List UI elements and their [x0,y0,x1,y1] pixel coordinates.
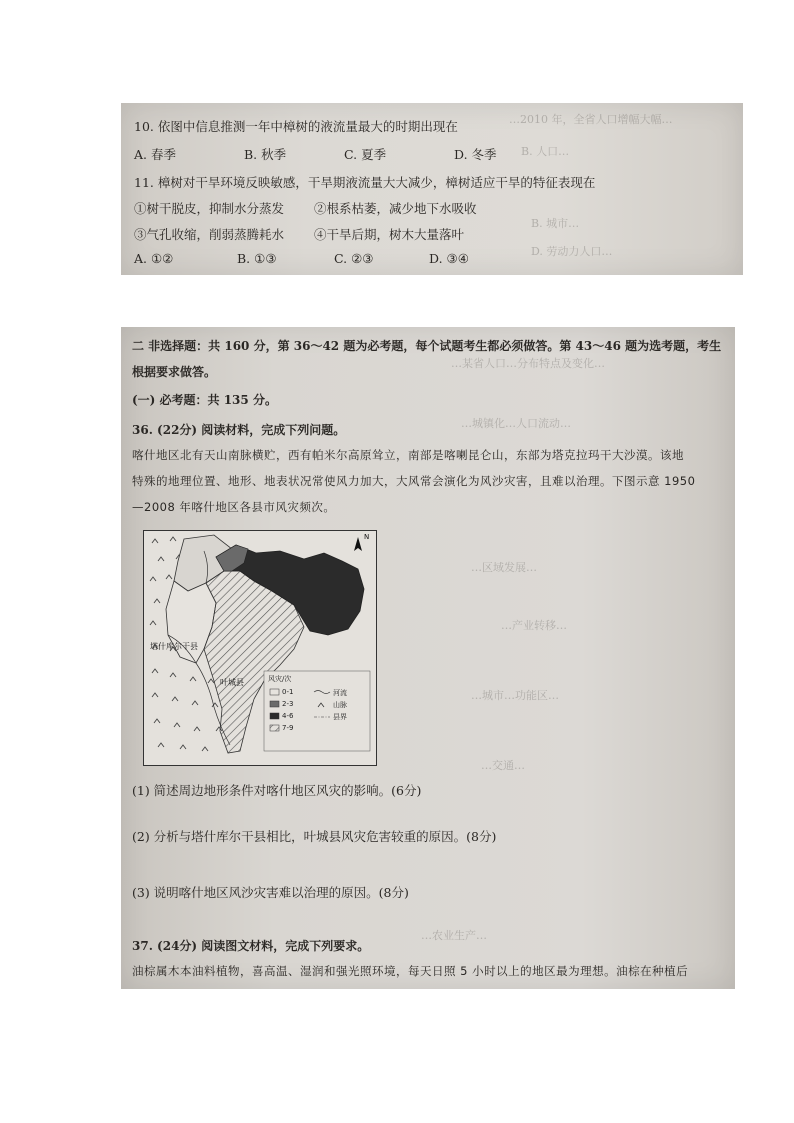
legend-class-0-1: 0-1 [282,688,294,696]
bleed-through-text: …2010 年，全省人口增幅大幅… [509,113,673,126]
q36-title: 36. (22分) 阅读材料，完成下列问题。 [132,423,346,437]
q36-sub1: (1) 简述周边地形条件对喀什地区风灾的影响。(6分) [132,783,422,798]
bleed-through-text: …农业生产… [421,929,487,942]
q10-stem: 10. 依图中信息推测一年中樟树的液流量最大的时期出现在 [134,119,458,134]
q37-title: 37. (24分) 阅读图文材料，完成下列要求。 [132,939,370,953]
q37-material-line1: 油棕属木本油料植物，喜高温、湿润和强光照环境，每天日照 5 小时以上的地区最为理想。油棕在种植后 [132,964,689,978]
q36-sub3: (3) 说明喀什地区风沙灾害难以治理的原因。(8分) [132,885,409,900]
kashgar-wind-disaster-map [143,530,377,766]
q11-item-1: ①树干脱皮，抑制水分蒸发 [134,201,285,216]
q11-option-d: D. ③④ [429,251,469,266]
bleed-through-text: …交通… [481,759,525,772]
bleed-through-text: D. 劳动力人口… [531,245,613,258]
q11-item-2: ②根系枯萎，减少地下水吸收 [314,201,477,216]
legend-swatch-2-3 [270,701,279,707]
q11-stem: 11. 樟树对干旱环境反映敏感，干旱期液流量大大减少，樟树适应干旱的特征表现在 [134,175,596,190]
section2-header-line2: 根据要求做答。 [132,365,217,379]
q10-option-c: C. 夏季 [344,147,387,162]
q11-option-c: C. ②③ [334,251,374,266]
q36-material-line3: —2008 年喀什地区各县市风灾频次。 [132,500,336,514]
bleed-through-text: B. 城市… [531,217,580,230]
legend-swatch-0-1 [270,689,279,695]
question-photo-top [121,103,743,275]
q36-material-line1: 喀什地区北有天山南脉横贮，西有帕米尔高原耸立，南部是喀喇昆仑山，东部为塔克拉玛干大沙漠。该地 [132,448,684,462]
bleed-through-text: …某省人口…分布特点及变化… [451,357,605,370]
legend-mountain: 山脉 [333,701,347,709]
legend-swatch-7-9 [270,725,279,731]
bleed-through-text: B. 人口… [521,145,570,158]
label-tashkurgan: 塔什库尔干县 [150,642,198,651]
legend-class-4-6: 4-6 [282,712,294,720]
label-yecheng: 叶城县 [220,678,244,687]
q10-option-a: A. 春季 [134,147,176,162]
north-arrow-icon [354,537,362,551]
legend-river: 河流 [333,689,347,697]
q10-option-d: D. 冬季 [454,147,497,162]
legend-boundary: 县界 [333,713,347,721]
q36-sub2: (2) 分析与塔什库尔干县相比，叶城县风灾危害较重的原因。(8分) [132,829,497,844]
legend-title: 风灾/次 [268,675,292,683]
bleed-through-text: …区域发展… [471,561,537,574]
q11-option-b: B. ①③ [237,251,277,266]
legend-swatch-4-6 [270,713,279,719]
bleed-through-text: …产业转移… [501,619,567,632]
q11-item-3: ③气孔收缩，削弱蒸腾耗水 [134,227,285,242]
bleed-through-text: …城市…功能区… [471,689,559,702]
legend-class-7-9: 7-9 [282,724,294,732]
q11-item-4: ④干旱后期，树木大量落叶 [314,227,465,242]
q10-option-b: B. 秋季 [244,147,287,162]
legend-class-2-3: 2-3 [282,700,294,708]
section2-header-line1: 二 非选择题：共 160 分，第 36～42 题为必考题，每个试题考生都必须做答。第 43～46 题为选考题，考生 [132,339,722,353]
q11-option-a: A. ①② [134,251,174,266]
required-section-title: (一) 必考题：共 135 分。 [132,393,277,407]
bleed-through-text: …城镇化…人口流动… [461,417,571,430]
north-label: N [364,533,370,541]
q36-material-line2: 特殊的地理位置、地形、地表状况常使风力加大，大风常会演化为风沙灾害，且难以治理。下图示意 1950 [132,474,696,488]
